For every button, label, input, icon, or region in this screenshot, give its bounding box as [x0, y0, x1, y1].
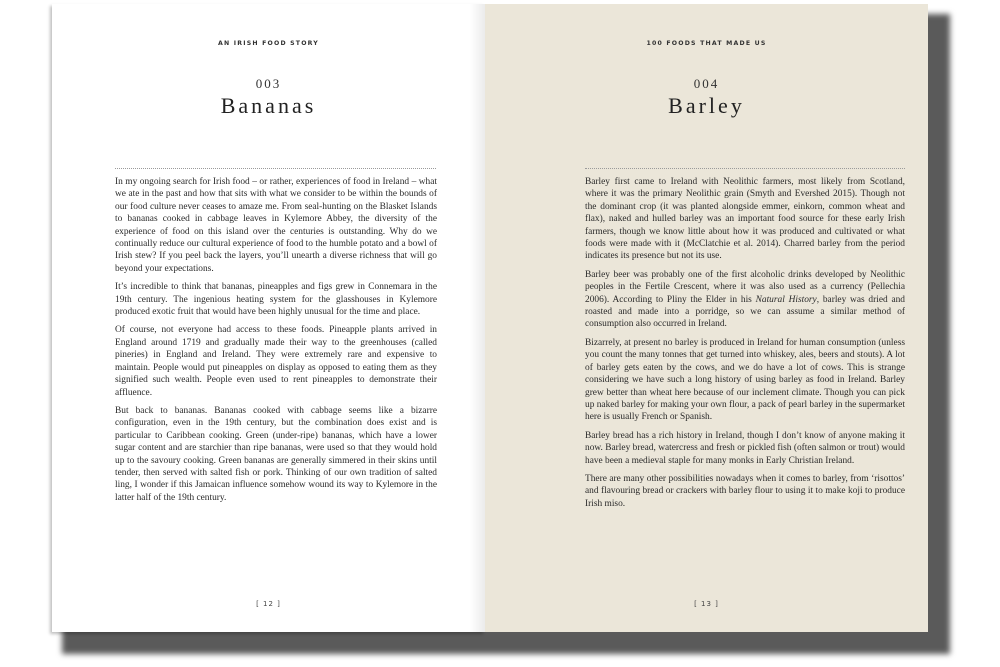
- dotted-divider: [585, 168, 905, 169]
- page-number: [ 12 ]: [256, 600, 281, 608]
- paragraph: It’s incredible to think that bananas, pineapples and figs grew in Connemara in the 19th century. The ingenious heating system for the glasshouses in Kylemore produced exotic fruit that would have been highly unusual for the time and place.: [115, 282, 437, 318]
- paragraph-text: Barley beer was probably one of the first alcoholic drinks developed by Neolithic peoples in the Fertile Crescent, where it was also used as a currency (Pellechia 2006). According to Pliny the Elder in his: [585, 269, 905, 305]
- entry-number: 004: [693, 76, 720, 91]
- paragraph: [585, 269, 905, 331]
- book-gutter: [470, 4, 485, 632]
- paragraph: There are many other possibilities nowadays when it comes to barley, from ‘risottos’ and flavouring bread or crackers with barley flour to using it to make koji to produce Irish miso.: [585, 473, 905, 509]
- body-text: [585, 176, 905, 516]
- right-page: [485, 4, 928, 632]
- running-head: AN IRISH FOOD STORY: [218, 40, 319, 47]
- paragraph: Barley bread has a rich history in Ireland, though I don’t know of anyone making it now. Barley bread, watercress and fresh or pickled fish (often salmon or trout) would have been a medieval staple for many monks in Early Christian Ireland.: [585, 430, 905, 466]
- paragraph: Of course, not everyone had access to these foods. Pineapple plants arrived in England around 1719 and gradually made their way to the greenhouses (called pineries) in England and Ireland. They were extremely rare and expensive to maintain. People would put pineapples on display as opposed to eating them as they signified such wealth. People even used to rent pineapples to demonstrate their affluence.: [115, 325, 437, 398]
- paragraph: In my ongoing search for Irish food – or rather, experiences of food in Ireland – what we ate in the past and how that sits with what we consider to be within the bounds of our food culture never ceases to amaze me. From seal-hunting on the Blasket Islands to bananas cooked in cabbage leaves in Kylemore Abbey, the diversity of the experience of food on this island over the centuries is outstanding. Why do we continually reduce our cultural experience of food to the humble potato and a bowl of Irish stew? If you peel back the layers, you’ll unearth a diverse richness that will go beyond your expectations.: [115, 177, 437, 274]
- body-text: [115, 176, 437, 510]
- page-number: [ 13 ]: [694, 600, 719, 608]
- dotted-divider: [115, 168, 436, 169]
- entry-number: 003: [255, 76, 282, 91]
- paragraph-text: , barley was dried and roasted and made into a porridge, so we can assume a similar method of consumption also occurred in Ireland.: [585, 294, 905, 330]
- left-page: [52, 4, 485, 632]
- paragraph: But back to bananas. Bananas cooked with cabbage seems like a bizarre configuration, even in the 19th century, but the combination does exist and is particular to Caribbean cooking. Green (under-ripe) bananas, which have a lower sugar content and are starchier than ripe bananas, were used so that they would hold up to the savoury cooking. Green bananas are generally simmered in their skins until tender, then served with salted fish or pork. Thinking of our own tradition of salted ling, I wonder if this Jamaican influence somehow wound its way to Kylemore in the latter half of the 19th century.: [115, 405, 437, 503]
- paragraph: Barley first came to Ireland with Neolithic farmers, most likely from Scotland, where it was the primary Neolithic grain (Smyth and Evershed 2015). Though not the dominant crop (it was planted alongside emmer, einkorn, common wheat and flax), naked and hulled barley was an important food source for these early Irish farmers, though we know little about how it was produced and cultivated or what foods were made with it (McClatchie et al. 2014). Charred barley from the period indicates its presence but not its use.: [585, 177, 905, 262]
- running-head: 100 FOODS THAT MADE US: [646, 40, 767, 47]
- entry-title: Bananas: [220, 93, 317, 118]
- paragraph: Bizarrely, at present no barley is produced in Ireland for human consumption (unless you count the many tonnes that get turned into whiskey, ales, beers and stouts). A lot of barley gets eaten by the cows, and we do have a lot of cows. This is strange considering we have such a long history of using barley as food in Ireland. Barley grew better than wheat here because of our inclement climate. Though you can pick up naked barley for making your own flour, a pack of pearl barley in the supermarket here is usually French or Spanish.: [585, 337, 905, 423]
- book-title: Natural History: [755, 294, 817, 305]
- entry-title: Barley: [668, 93, 745, 118]
